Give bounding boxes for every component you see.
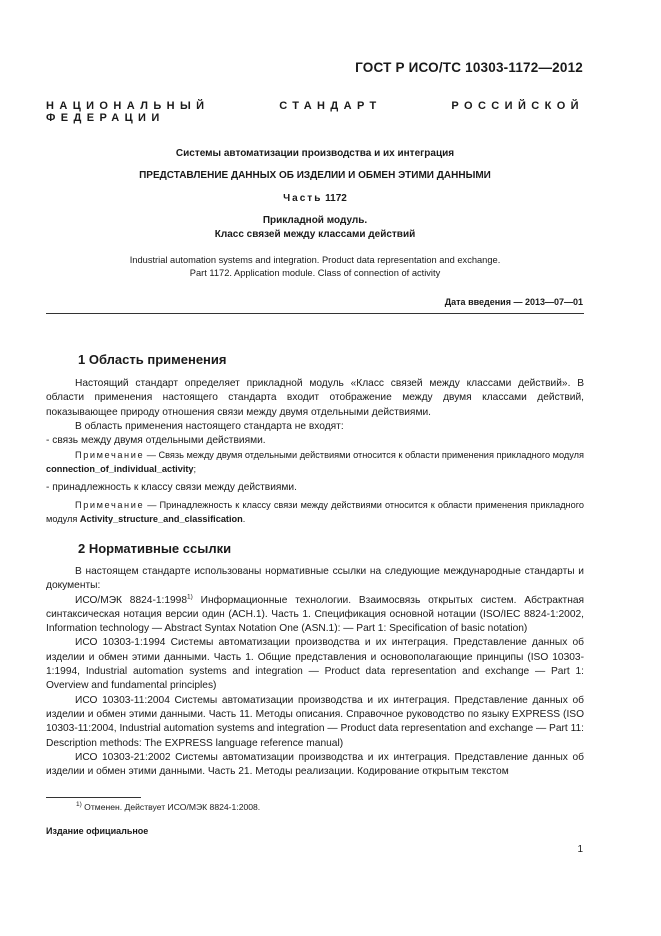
footnote [76,802,260,812]
section-1-body [46,377,584,448]
title-line-2: ПРЕДСТАВЛЕНИЕ ДАННЫХ ОБ ИЗДЕЛИИ И ОБМЕН ЭТИМИ ДАННЫМИ [139,170,491,181]
reference-iso-10303-21: ИСО 10303-21:2002 Системы автоматизации производства и их интеграция. Представление данных об изделии и обмен этими данными. Часть 21. Методы реализации. Кодирование открытым текстом [46,751,584,778]
reference-iso-10303-1: ИСО 10303-1:1994 Системы автоматизации производства и их интеграция. Представление данных об изделии и обмен этими данными. Часть 1. Общие представления и основополагающие принципы (ISO 10303-1:1994, Industrial automation systems and integration — Product data representation and exchange — Part 1: Overview and fundamental principles) [46,637,584,692]
note-1-text: — Связь между двумя отдельными действиями относится к области применения прикладного модуля [144,450,584,460]
official-edition-label: Издание официальное [46,826,149,836]
english-title-line-2: Part 1172. Application module. Class of connection of activity [189,268,441,278]
note-2-module: Activity_structure_and_classification [79,513,243,524]
note-1-label: Примечание [75,450,145,460]
exclusion-item-2: - принадлежность к классу связи между действиями. [46,482,297,493]
note-2-text: — Принадлежность к классу связи между действиями относится к области применения прикладного модуля [46,500,584,524]
reference-iso-iec-8824-1 [46,594,584,637]
page-number: 1 [577,844,583,855]
subtitle-line-1: Прикладной модуль. [262,215,368,226]
national-standard-banner: НАЦИОНАЛЬНЫЙ СТАНДАРТ РОССИЙСКОЙ ФЕДЕРАЦИИ [46,100,584,124]
standard-code: ГОСТ Р ИСО/ТС 10303-1172—2012 [355,60,583,75]
note-1 [46,449,584,476]
footnote-number: 1) [76,801,82,809]
note-2-label: Примечание [75,500,145,510]
section-2-heading: 2 Нормативные ссылки [78,541,232,556]
exclusion-item-2-block [46,481,584,495]
footnote-divider [46,797,141,798]
reference-1-text: Информационные технологии. Взаимосвязь открытых систем. Абстрактная синтаксическая нотация версии один (АСН.1). Часть 1. Спецификация основной нотации (ISO/IEC 8824-1:2002, Information technology — Abstract Syntax Notation One (ASN.1): — Part 1: Specification of basic notation) [46,594,584,635]
note-2-end: . [242,513,246,524]
note-1-end: ; [193,463,197,474]
footnote-marker: 1) [187,593,193,601]
references-intro: В настоящем стандарте использованы нормативные ссылки на следующие международные стандарты и документы: [46,566,584,592]
scope-paragraph: Настоящий стандарт определяет прикладной модуль «Класс связей между классами действий». В области применения настоящего стандарта входит отображение между двумя классами действий, показывающее природу отношения связи между двумя отдельными действиями. [46,378,584,418]
header-divider [46,313,584,314]
footnote-text: Отменен. Действует ИСО/МЭК 8824-1:2008. [81,802,261,812]
part-number: 1172 [325,193,347,204]
introduction-date: Дата введения — 2013—07—01 [444,297,583,307]
exclusion-item-1: - связь между двумя отдельными действиями. [46,435,266,447]
english-title-line-1: Industrial automation systems and integration. Product data representation and exchange. [129,255,501,265]
reference-iso-10303-11: ИСО 10303-11:2004 Системы автоматизации производства и их интеграция. Представление данных об изделии и обмен этими данными. Часть 11. Методы описания. Справочное руководство по языку EXPRESS (ISO 10303-11:2004, Industrial automation systems and integration — Product data representation and exchange — Part 11: Description methods: The EXPRESS language reference manual) [46,694,584,749]
reference-1-code: ИСО/МЭК 8824-1:1998 [75,594,188,606]
subtitle-line-2: Класс связей между классами действий [214,229,416,240]
exclusions-intro: В область применения настоящего стандарта не входят: [75,420,344,432]
section-2-body [46,565,584,779]
section-1-heading: 1 Область применения [78,352,227,367]
part-label [46,193,584,204]
note-1-module: connection_of_individual_activity [46,463,194,474]
title-line-1: Системы автоматизации производства и их интеграция [175,148,455,159]
part-word: Часть [283,193,323,204]
note-2 [46,499,584,526]
